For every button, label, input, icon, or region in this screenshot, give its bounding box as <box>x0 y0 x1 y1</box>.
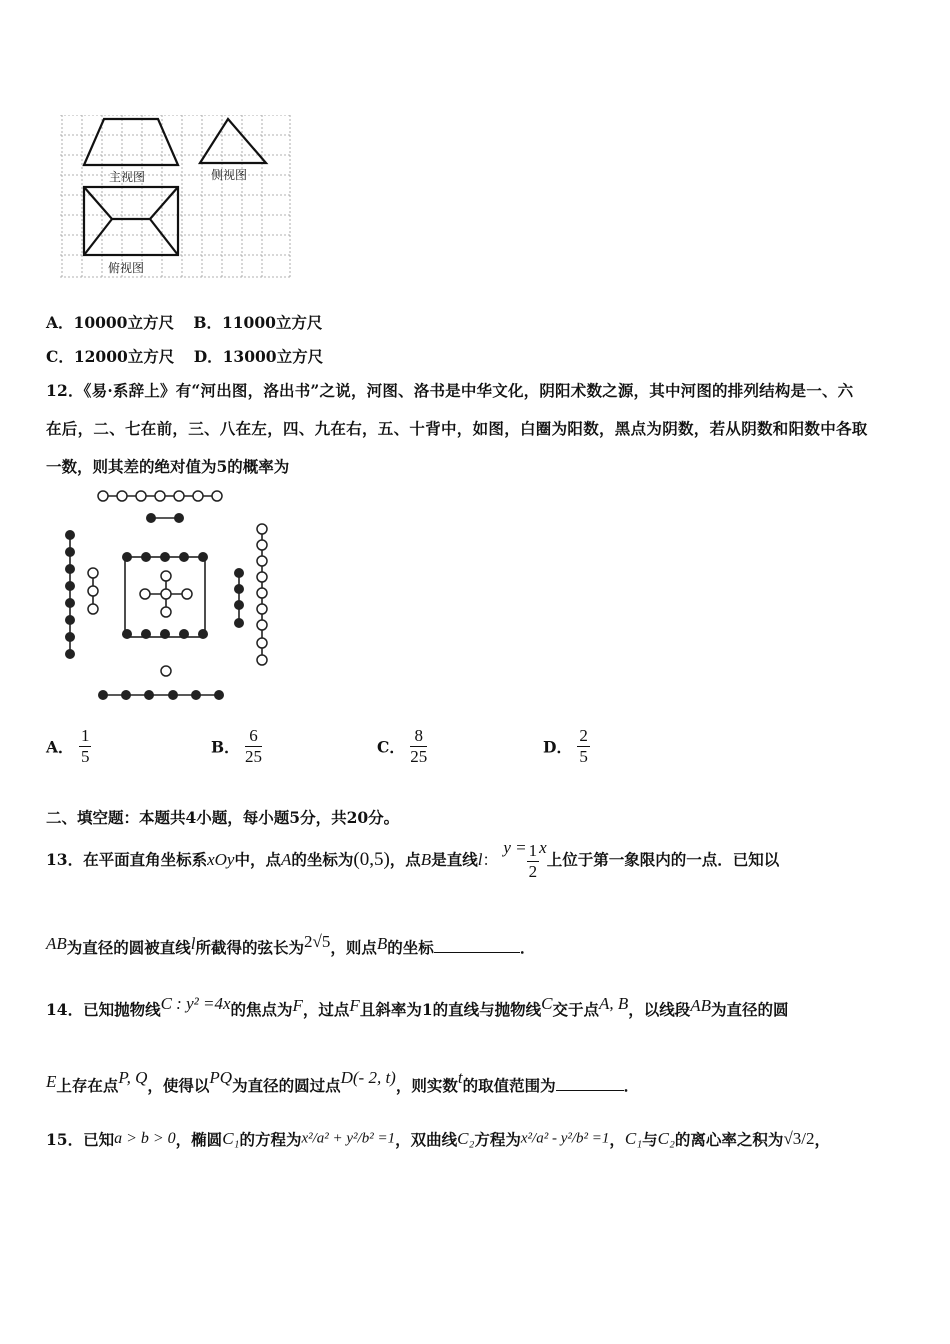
q11-option-b: 11000立方尺 <box>221 313 323 332</box>
q14-math: AB <box>690 996 712 1015</box>
q13-math: y = <box>503 838 527 857</box>
q12-line1: 12．《易·系辞上》有“河出图，洛出书”之说，河图、洛书是中华文化，阴阳术数之源，其中河图的排列结构是一、六 <box>46 381 854 400</box>
q14-line1 <box>46 994 789 1020</box>
q12-line2: 在后，二、七在前，三、八在左，四、九在右，五、十背中，如图，白圈为阳数，黑点为阴数，若从阴数和阳数中各取 <box>46 419 868 438</box>
q14-text: ． <box>623 1076 640 1095</box>
q15-math: C₁ <box>624 1129 643 1148</box>
q13-math: AB <box>46 934 67 953</box>
q14-math: t <box>457 1068 463 1087</box>
q12-option-a <box>46 726 91 767</box>
q13-text: 的坐标为 <box>291 850 354 869</box>
q12-option-d <box>543 726 590 767</box>
q13-math: x <box>539 838 547 857</box>
q15-text: 的方程为 <box>239 1130 302 1149</box>
q13-text: ，则点 <box>330 938 377 957</box>
q14-math: C : y² =4x <box>160 994 231 1013</box>
q12-line3: 一数，则其差的绝对值为5的概率为 <box>46 457 290 476</box>
q13-answer-blank[interactable] <box>434 938 520 953</box>
q11-option-a-letter: A． <box>46 313 74 332</box>
q14-text: ，以线段 <box>628 1000 691 1019</box>
top-view-label: 俯视图 <box>108 261 145 275</box>
q14-math: E <box>46 1072 57 1091</box>
q12-option-d-letter: D． <box>543 737 572 757</box>
q13-text: ，点 <box>389 850 421 869</box>
q11-options-row2 <box>46 345 323 367</box>
q11-option-d: 13000立方尺 <box>222 347 324 366</box>
q11-option-c: 12000立方尺 <box>73 347 175 366</box>
frac-num: 8 <box>410 726 427 747</box>
q13-math: xOy <box>207 850 235 869</box>
q13-math: l <box>190 934 196 953</box>
q13-text: 13．在平面直角坐标系 <box>46 850 208 869</box>
q15-text: ， <box>609 1130 625 1149</box>
side-view-label: 侧视图 <box>211 168 248 182</box>
q14-text: 的焦点为 <box>230 1000 293 1019</box>
q14-answer-blank[interactable] <box>556 1076 624 1091</box>
q12-option-c-fraction <box>410 726 427 767</box>
q13-math: 2√5 <box>304 932 331 951</box>
q14-text: ，过点 <box>302 1000 350 1019</box>
q15-text: ， <box>814 1130 831 1149</box>
q13-text: 是直线 <box>431 850 478 869</box>
q13-fraction <box>527 841 540 882</box>
q12-option-d-fraction <box>577 726 590 767</box>
side-view-triangle <box>200 119 266 163</box>
q15-math: C₂ <box>657 1129 675 1148</box>
top-view-rect <box>84 187 178 255</box>
q12-option-b <box>211 726 262 767</box>
q15-math: C₂ <box>457 1129 475 1148</box>
top-view-ridge <box>84 187 178 219</box>
q15-text: 15．已知 <box>46 1130 115 1149</box>
q13-line1 <box>46 838 779 882</box>
q11-option-b-letter: B． <box>193 313 222 332</box>
q12-option-a-fraction <box>79 726 92 767</box>
hetu-figure <box>55 485 280 707</box>
q14-text: 为直径的圆过点 <box>232 1076 341 1095</box>
q15-eccentricity-product: √3/2 <box>783 1129 815 1148</box>
section-heading: 二、填空题：本题共4小题，每小题5分，共20分。 <box>46 808 400 827</box>
q12-option-b-letter: B． <box>211 737 240 757</box>
frac-den: 25 <box>245 747 263 766</box>
q12-option-c-letter: C． <box>377 737 405 757</box>
frac-den: 5 <box>579 747 588 766</box>
q14-math: F <box>292 996 303 1015</box>
q14-text: 交于点 <box>552 1000 599 1019</box>
frac-den: 2 <box>528 861 538 881</box>
q15-math: C₁ <box>222 1129 240 1148</box>
q14-math: PQ <box>209 1068 233 1087</box>
q11-option-d-letter: D． <box>193 347 223 366</box>
frac-num: 1 <box>80 726 90 745</box>
q15-hyperbola-equation: x²/a² - y²/b² =1 <box>520 1130 610 1147</box>
q14-text: 14．已知抛物线 <box>46 1000 161 1019</box>
q11-option-c-letter: C． <box>46 347 74 366</box>
frac-den: 25 <box>410 747 428 766</box>
frac-den: 5 <box>80 747 90 766</box>
q13-text: 的坐标 <box>387 938 434 957</box>
q14-math: C <box>541 994 553 1013</box>
q13-math: l <box>477 850 483 869</box>
q13-line2 <box>46 932 535 958</box>
q13-text: 上位于第一象限内的一点．已知以 <box>546 850 780 869</box>
frac-num: 6 <box>245 726 262 747</box>
q14-text: 且斜率为1的直线与抛物线 <box>359 1000 542 1019</box>
q15-text: 的离心率之积为 <box>674 1130 784 1149</box>
q15-text: ，双曲线 <box>395 1130 458 1149</box>
q14-line2 <box>46 1068 639 1096</box>
q14-math: D(- 2, t) <box>340 1068 396 1087</box>
three-view-figure <box>60 115 295 283</box>
q14-text: ，则实数 <box>395 1076 458 1095</box>
q14-text: 的取值范围为 <box>462 1076 556 1095</box>
frac-num: 2 <box>579 726 588 745</box>
q13-text: 所截得的弦长为 <box>195 938 305 957</box>
q14-math: A, B <box>598 994 629 1013</box>
q15-text: 方程为 <box>474 1130 521 1149</box>
q13-math: A <box>280 850 292 869</box>
q14-math: F <box>349 996 360 1015</box>
q12-option-a-letter: A． <box>46 737 74 757</box>
q13-text: ： <box>482 851 498 869</box>
q15-text: 与 <box>642 1130 658 1149</box>
q14-math: P, Q <box>118 1068 148 1087</box>
q14-text: 为直径的圆 <box>711 1000 789 1019</box>
q11-options-row1 <box>46 311 322 333</box>
q13-math: B <box>420 850 432 869</box>
q15-ellipse-equation: x²/a² + y²/b² =1 <box>301 1130 396 1147</box>
q13-text: 中，点 <box>234 850 281 869</box>
q11-option-a: 10000立方尺 <box>73 313 174 332</box>
q15-math: a > b > 0 <box>114 1130 176 1147</box>
q12-option-c <box>377 726 427 767</box>
q13-math: (0,5) <box>353 849 390 870</box>
q12-option-b-fraction <box>245 726 262 767</box>
q14-text: 上存在点 <box>56 1076 119 1095</box>
q15-text: ，椭圆 <box>175 1130 223 1149</box>
q15-line1 <box>46 1128 830 1150</box>
front-view-label: 主视图 <box>109 170 146 184</box>
front-view-trapezoid <box>84 119 178 165</box>
q14-text: ，使得以 <box>147 1076 210 1095</box>
q13-text: 为直径的圆被直线 <box>66 938 191 957</box>
frac-num: 1 <box>528 840 538 860</box>
q13-text: ． <box>519 938 536 957</box>
q13-math: B <box>376 934 388 953</box>
